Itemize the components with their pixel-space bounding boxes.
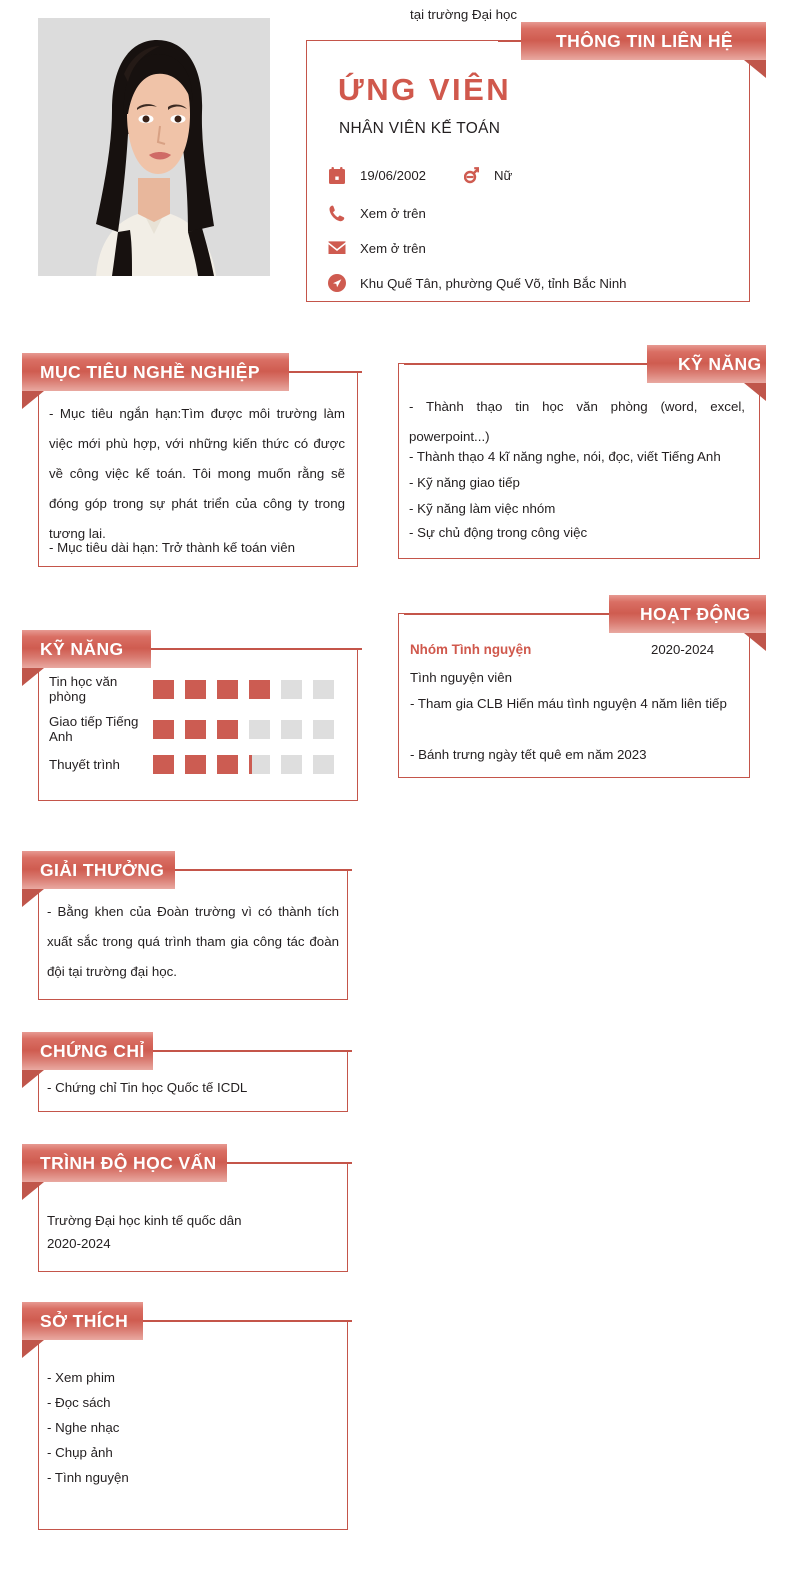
- email-icon: [326, 238, 348, 258]
- certificate-item-0: - Chứng chỉ Tin học Quốc tế ICDL: [47, 1080, 248, 1095]
- skill-item-4: - Sự chủ động trong công việc: [409, 525, 588, 540]
- ribbon-connector-hobbies: [138, 1320, 352, 1322]
- skill-rating-row: [49, 714, 334, 744]
- email-value: Xem ở trên: [360, 240, 426, 256]
- ribbon-label: TRÌNH ĐỘ HỌC VẤN: [40, 1152, 217, 1173]
- skill-item-3: - Kỹ năng làm việc nhóm: [409, 501, 556, 516]
- ribbon-label: CHỨNG CHỈ: [40, 1040, 145, 1061]
- ribbon-skills-rating: [22, 630, 150, 668]
- ribbon-education: [22, 1144, 226, 1182]
- gender-value: Nữ: [494, 167, 513, 183]
- hobby-item-3: - Chụp ảnh: [47, 1445, 113, 1460]
- ribbon-label: THÔNG TIN LIÊN HỆ: [556, 30, 733, 51]
- ribbon-connector-awards: [170, 869, 352, 871]
- skill-rating-row: [49, 755, 334, 774]
- candidate-photo: [38, 18, 270, 276]
- hobby-item-2: - Nghe nhạc: [47, 1420, 120, 1435]
- skill-square: [185, 755, 206, 774]
- skill-item-2: - Kỹ năng giao tiếp: [409, 475, 520, 490]
- phone-value: Xem ở trên: [360, 205, 426, 221]
- ribbon-connector-objective: [284, 371, 362, 373]
- ribbon-connector-skills-rating: [146, 648, 362, 650]
- skill-square: [153, 755, 174, 774]
- objective-paragraph: - Mục tiêu ngắn hạn:Tìm được môi trường làm việc mới phù hợp, với những kiến thức có được về công việc kế toán. Tôi mong muốn rằng sẽ đóng góp trong sự phát triển của công ty trong tương lai.: [49, 406, 345, 541]
- skill-rating-squares: [153, 720, 334, 739]
- ribbon-label: MỤC TIÊU NGHỀ NGHIỆP: [40, 361, 260, 382]
- skill-rating-row: [49, 674, 334, 704]
- ribbon-label: KỸ NĂNG: [40, 638, 124, 659]
- skill-square: [249, 680, 270, 699]
- gender-icon: [460, 165, 482, 185]
- skill-rating-label: Giao tiếp Tiếng Anh: [49, 714, 139, 744]
- activity-org: Nhóm Tình nguyện: [410, 642, 532, 657]
- contact-row-email: [326, 238, 426, 258]
- skill-square: [217, 680, 238, 699]
- activity-line-0: - Tham gia CLB Hiến máu tình nguyện 4 năm liên tiếp: [410, 696, 727, 711]
- ribbon-contact-info: [522, 22, 766, 60]
- ribbon-hobbies: [22, 1302, 142, 1340]
- education-school: Trường Đại học kinh tế quốc dân: [47, 1213, 242, 1228]
- skill-square: [249, 720, 270, 739]
- skill-square: [313, 755, 334, 774]
- skill-square: [281, 720, 302, 739]
- ribbon-label: KỸ NĂNG: [678, 353, 762, 374]
- contact-row-gender: [460, 165, 512, 185]
- contact-row-address: [326, 273, 627, 293]
- skill-item-1: - Thành thạo 4 kĩ năng nghe, nói, đọc, viết Tiếng Anh: [409, 449, 721, 464]
- skill-rating-squares: [153, 680, 334, 699]
- hobby-item-4: - Tình nguyện: [47, 1470, 129, 1485]
- calendar-icon: [326, 165, 348, 185]
- skill-square: [313, 720, 334, 739]
- hobby-item-1: - Đọc sách: [47, 1395, 111, 1410]
- skill-square: [249, 755, 270, 774]
- skill-item-0: - Thành thạo tin học văn phòng (word, excel, powerpoint...): [409, 399, 745, 444]
- ribbon-connector-certificates: [148, 1050, 352, 1052]
- ribbon-certificates: [22, 1032, 152, 1070]
- skill-square: [185, 680, 206, 699]
- phone-icon: [326, 203, 348, 223]
- skill-square: [313, 680, 334, 699]
- ribbon-awards: [22, 851, 174, 889]
- skill-square: [281, 680, 302, 699]
- skill-square: [153, 720, 174, 739]
- ribbon-connector-activity: [404, 613, 616, 615]
- skill-square: [185, 720, 206, 739]
- awards-paragraph: - Bằng khen của Đoàn trường vì có thành tích xuất sắc trong quá trình tham gia công tác đoàn đội tại trường đại học.: [47, 904, 339, 979]
- skill-rating-label: Thuyết trình: [49, 757, 120, 772]
- ribbon-activity: [610, 595, 766, 633]
- ribbon-label: GIẢI THƯỞNG: [40, 859, 165, 880]
- hobby-item-0: - Xem phim: [47, 1370, 115, 1385]
- contact-row-phone: [326, 203, 426, 223]
- objective-long-term: - Mục tiêu dài hạn: Trở thành kế toán viên: [49, 540, 295, 555]
- ribbon-label: HOẠT ĐỘNG: [640, 603, 751, 624]
- skill-square: [281, 755, 302, 774]
- job-title: NHÂN VIÊN KẾ TOÁN: [339, 120, 501, 137]
- address-value: Khu Quế Tân, phường Quế Võ, tỉnh Bắc Ninh: [360, 275, 627, 291]
- activity-role: Tình nguyện viên: [410, 670, 513, 685]
- candidate-name: ỨNG VIÊN: [338, 72, 512, 107]
- skill-square: [153, 680, 174, 699]
- activity-date: 2020-2024: [651, 642, 715, 657]
- skill-rating-squares: [153, 755, 334, 774]
- skill-square: [217, 755, 238, 774]
- ribbon-connector-education: [222, 1162, 352, 1164]
- contact-row-dob: [326, 165, 426, 185]
- education-years: 2020-2024: [47, 1236, 111, 1251]
- ribbon-connector-skills-list: [404, 363, 654, 365]
- ribbon-label: SỞ THÍCH: [40, 1310, 129, 1331]
- ribbon-objective: [22, 353, 288, 391]
- location-icon: [326, 273, 348, 293]
- skill-rating-label: Tin học văn phòng: [49, 674, 118, 704]
- ribbon-skills-list: [648, 345, 766, 383]
- skill-square: [217, 720, 238, 739]
- dob-value: 19/06/2002: [360, 167, 427, 183]
- activity-line-1: tại trường Đại học: [410, 7, 518, 22]
- skill-square-partial: [249, 755, 252, 774]
- portrait-illustration: [38, 18, 270, 276]
- activity-line-2: - Bánh trưng ngày tết quê em năm 2023: [410, 747, 647, 762]
